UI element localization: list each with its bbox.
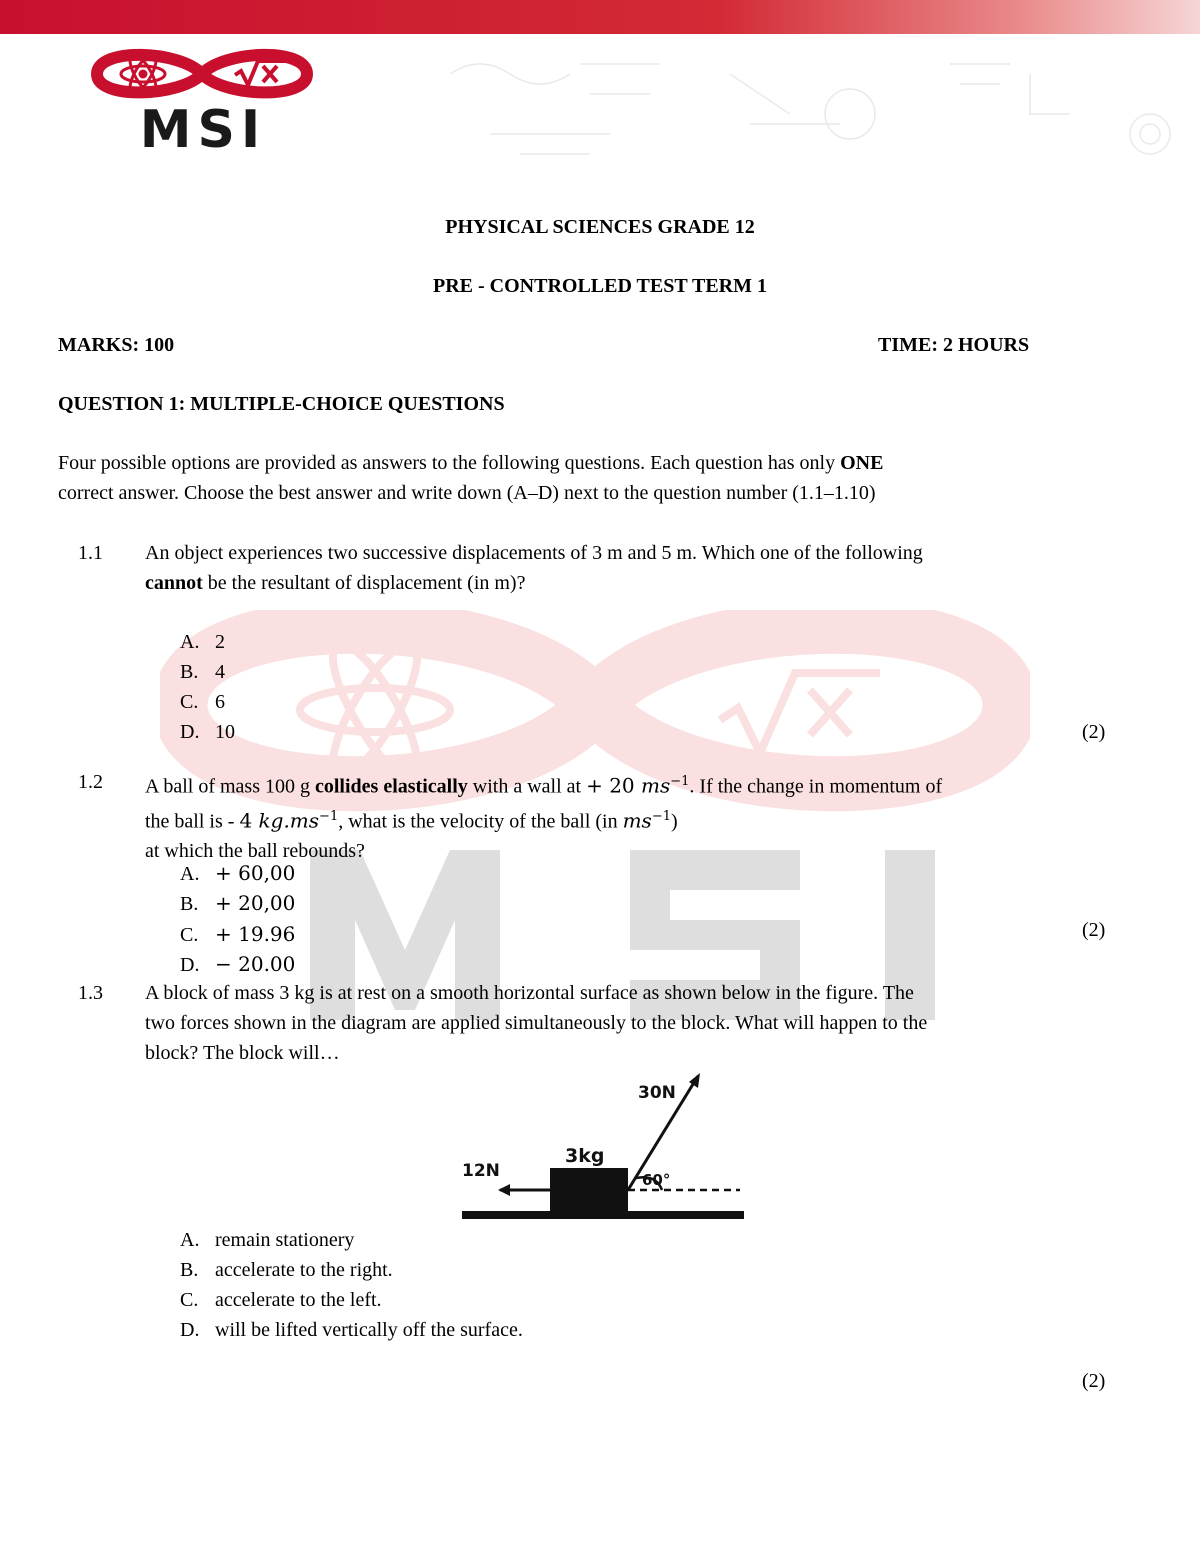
question-marks: (2) xyxy=(1082,721,1106,743)
option-c: C. accelerate to the left. xyxy=(180,1289,382,1311)
formula-background-pattern xyxy=(430,34,1200,184)
option-a: A. + 60,00 xyxy=(180,861,296,885)
option-c: C. + 19.96 xyxy=(180,922,296,946)
instructions-line-2: correct answer. Choose the best answer and write down (A–D) next to the question number (1.1–1.10) xyxy=(58,482,876,504)
horizontal-surface xyxy=(462,1211,744,1219)
block xyxy=(550,1168,628,1212)
question-1-3-text: A block of mass 3 kg is at rest on a smooth horizontal surface as shown below in the figure. The two forces shown in the diagram are applied simultaneously to the block. What will happen to the block? The block will… xyxy=(145,982,928,1064)
emphasis-collides-elastically: collides elastically xyxy=(315,775,468,798)
option-d: D. will be lifted vertically off the surface. xyxy=(180,1319,523,1341)
option-d: D. − 20.00 xyxy=(180,952,296,976)
force-label-angled: 30N xyxy=(638,1083,676,1103)
angle-label: 60° xyxy=(642,1171,671,1189)
square-root-icon xyxy=(235,61,286,85)
option-d: D. 10 xyxy=(180,721,235,743)
question-number: 1.2 xyxy=(78,771,103,793)
mass-label: 3kg xyxy=(565,1145,605,1167)
time-allowed: TIME: 2 HOURS xyxy=(878,334,1030,356)
logo-text: MSI xyxy=(139,100,267,157)
page-subtitle: PRE - CONTROLLED TEST TERM 1 xyxy=(433,275,767,297)
question-number: 1.3 xyxy=(78,982,103,1004)
force-diagram xyxy=(458,1068,748,1228)
force-label-left: 12N xyxy=(462,1161,500,1181)
section-heading: QUESTION 1: MULTIPLE-CHOICE QUESTIONS xyxy=(58,393,505,415)
question-1-1-text: An object experiences two successive displacements of 3 m and 5 m. Which one of the following cannot be the resultant of displacement (in m)? xyxy=(145,542,923,594)
msi-logo xyxy=(85,42,320,157)
question-marks: (2) xyxy=(1082,919,1106,941)
option-a: A. 2 xyxy=(180,631,225,653)
question-1-2-text: A ball of mass 100 g collides elastically with a wall at + 20 $ms^{-1}$. If the change in momentum of the ball is - 4 $kg.ms^{-1}$, what is the velocity of the ball (in $ms^{-1}$) at which the ball rebounds? xyxy=(145,773,943,863)
emphasis-one: ONE xyxy=(840,452,884,474)
top-brand-bar xyxy=(0,0,1200,34)
option-c: C. 6 xyxy=(180,691,225,713)
option-b: B. 4 xyxy=(180,661,225,683)
total-marks: MARKS: 100 xyxy=(58,334,175,356)
page-title: PHYSICAL SCIENCES GRADE 12 xyxy=(445,216,755,238)
option-b: B. accelerate to the right. xyxy=(180,1259,393,1281)
question-marks: (2) xyxy=(1082,1370,1106,1392)
emphasis-cannot: cannot xyxy=(145,572,203,594)
option-a: A. remain stationery xyxy=(180,1229,355,1251)
question-number: 1.1 xyxy=(78,542,103,564)
option-b: B. + 20,00 xyxy=(180,891,296,915)
arrow-head-left xyxy=(498,1184,510,1196)
instructions-line-1: Four possible options are provided as answers to the following questions. Each question has only ONE xyxy=(58,452,884,474)
